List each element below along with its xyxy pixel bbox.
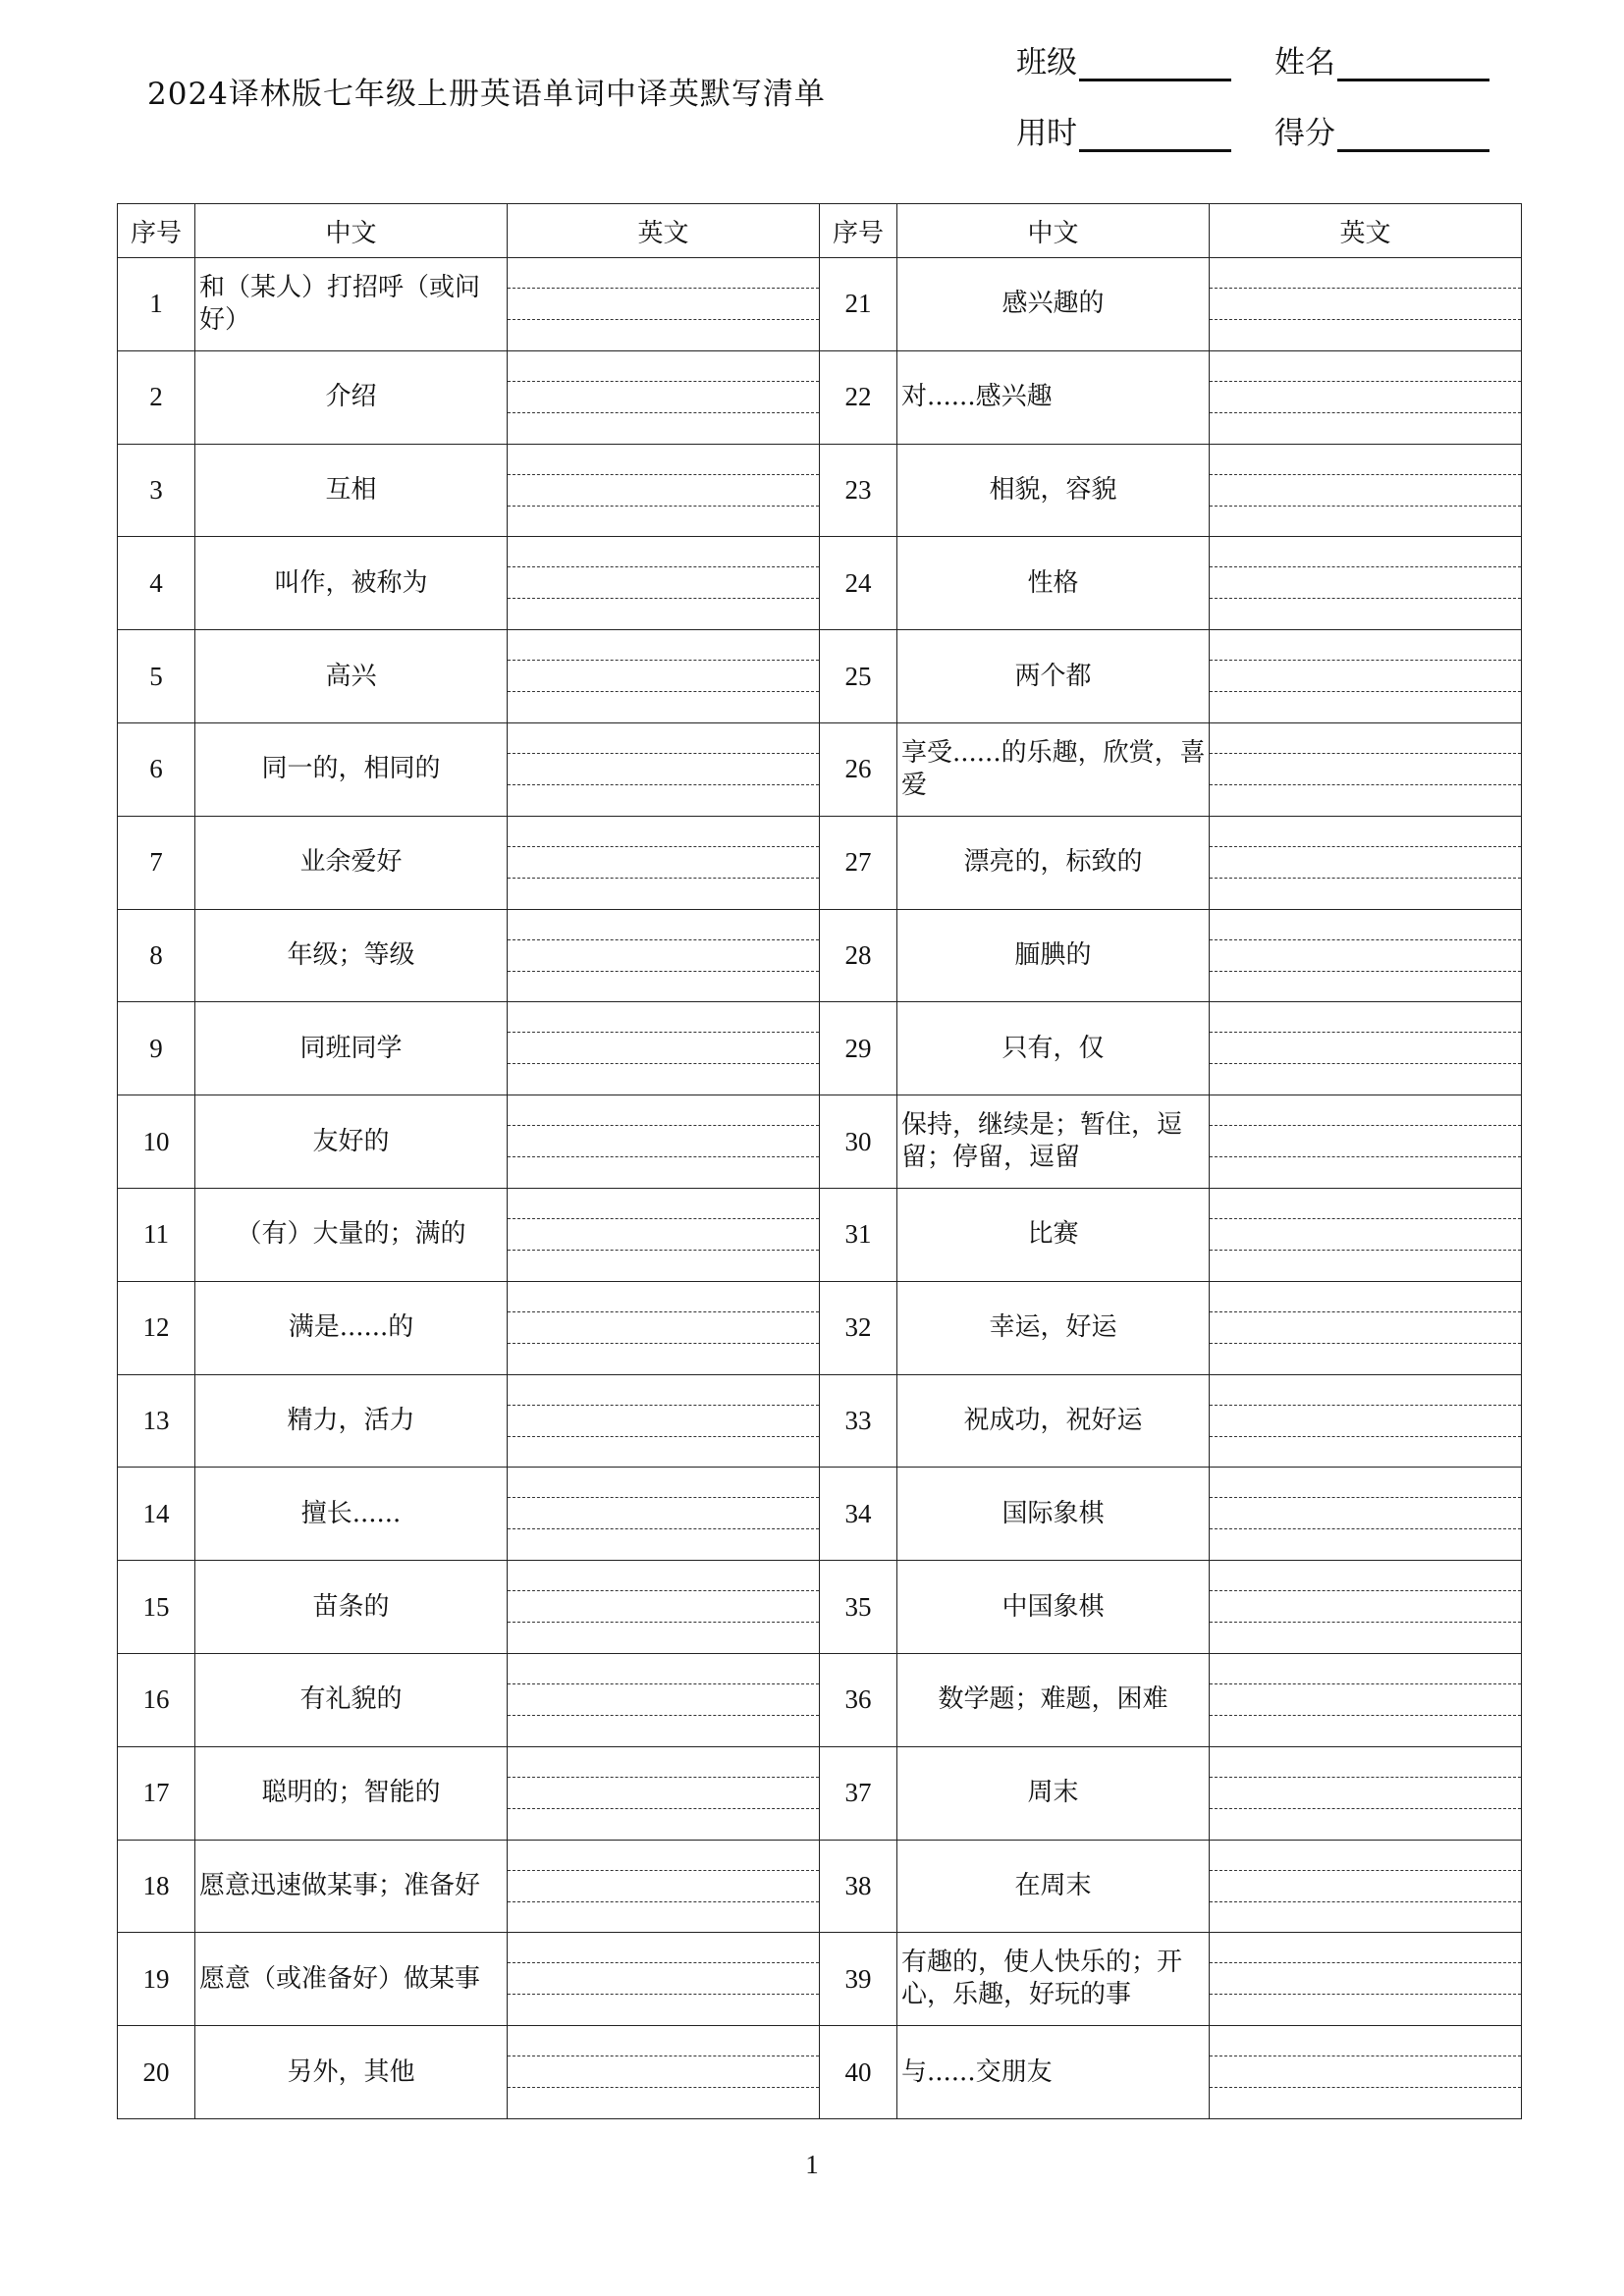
chinese-cell: 叫作，被称为 (195, 537, 508, 630)
english-answer-cell[interactable] (508, 537, 820, 630)
score-field[interactable] (1274, 108, 1489, 152)
answer-line[interactable] (1210, 691, 1521, 692)
english-answer-cell[interactable] (1210, 1933, 1522, 2026)
english-answer-cell[interactable] (508, 2026, 820, 2119)
answer-line[interactable] (508, 784, 819, 785)
answer-line[interactable] (508, 381, 819, 382)
answer-line[interactable] (1210, 1590, 1521, 1591)
answer-line[interactable] (1210, 506, 1521, 507)
row-number: 13 (118, 1374, 195, 1468)
answer-line[interactable] (508, 1994, 819, 1995)
answer-line[interactable] (508, 1622, 819, 1623)
answer-line[interactable] (1210, 753, 1521, 754)
answer-line[interactable] (1210, 1218, 1521, 1219)
answer-line[interactable] (508, 1497, 819, 1498)
english-answer-cell[interactable] (508, 630, 820, 723)
answer-line[interactable] (508, 939, 819, 940)
answer-line[interactable] (1210, 474, 1521, 475)
answer-line[interactable] (1210, 1901, 1521, 1902)
english-answer-cell[interactable] (508, 1653, 820, 1746)
english-answer-cell[interactable] (1210, 537, 1522, 630)
chinese-cell: 在周末 (897, 1840, 1210, 1933)
chinese-cell: 苗条的 (195, 1561, 508, 1654)
english-answer-cell[interactable] (508, 1281, 820, 1374)
row-number: 21 (820, 258, 897, 351)
chinese-cell: 同班同学 (195, 1002, 508, 1095)
chinese-cell: 业余爱好 (195, 816, 508, 909)
row-number: 27 (820, 816, 897, 909)
table-row (118, 444, 1522, 537)
english-answer-cell[interactable] (1210, 1281, 1522, 1374)
row-number: 18 (118, 1840, 195, 1933)
row-number: 9 (118, 1002, 195, 1095)
english-answer-cell[interactable] (1210, 1653, 1522, 1746)
english-answer-cell[interactable] (1210, 1840, 1522, 1933)
english-answer-cell[interactable] (508, 1840, 820, 1933)
row-number: 28 (820, 909, 897, 1002)
answer-line[interactable] (1210, 1343, 1521, 1344)
answer-line[interactable] (508, 1250, 819, 1251)
table-row (118, 630, 1522, 723)
answer-line[interactable] (508, 660, 819, 661)
answer-line[interactable] (1210, 1994, 1521, 1995)
row-number: 40 (820, 2026, 897, 2119)
answer-line[interactable] (1210, 878, 1521, 879)
chinese-cell: 互相 (195, 444, 508, 537)
table-row (118, 537, 1522, 630)
answer-line[interactable] (1210, 846, 1521, 847)
answer-line[interactable] (508, 753, 819, 754)
row-number: 25 (820, 630, 897, 723)
chinese-cell: 祝成功，祝好运 (897, 1374, 1210, 1468)
table-row (118, 1188, 1522, 1281)
chinese-cell: 感兴趣的 (897, 258, 1210, 351)
row-number: 1 (118, 258, 195, 351)
table-row (118, 1840, 1522, 1933)
chinese-cell: 擅长...... (195, 1468, 508, 1561)
row-number: 37 (820, 1746, 897, 1840)
header-chinese: 中文 (897, 204, 1210, 258)
header-english: 英文 (1210, 204, 1522, 258)
score-label: 得分 (1274, 116, 1335, 151)
english-answer-cell[interactable] (1210, 2026, 1522, 2119)
english-answer-cell[interactable] (1210, 630, 1522, 723)
english-answer-cell[interactable] (508, 1746, 820, 1840)
answer-line[interactable] (508, 1901, 819, 1902)
chinese-cell: 聪明的；智能的 (195, 1746, 508, 1840)
row-number: 23 (820, 444, 897, 537)
time-blank[interactable] (1079, 120, 1231, 152)
chinese-cell: 高兴 (195, 630, 508, 723)
english-answer-cell[interactable] (1210, 1746, 1522, 1840)
vocab-table (117, 203, 1522, 2119)
chinese-cell: 愿意（或准备好）做某事 (195, 1933, 508, 2026)
answer-line[interactable] (508, 971, 819, 972)
english-answer-cell[interactable] (508, 1188, 820, 1281)
chinese-cell: 国际象棋 (897, 1468, 1210, 1561)
name-field[interactable] (1274, 37, 1489, 81)
row-number: 36 (820, 1653, 897, 1746)
chinese-cell: 漂亮的，标致的 (897, 816, 1210, 909)
answer-line[interactable] (1210, 1405, 1521, 1406)
row-number: 20 (118, 2026, 195, 2119)
chinese-cell: 两个都 (897, 630, 1210, 723)
answer-line[interactable] (1210, 1808, 1521, 1809)
class-label: 班级 (1016, 45, 1077, 80)
chinese-cell: 保持，继续是；暂住，逗留；停留，逗留 (897, 1095, 1210, 1189)
chinese-cell: 和（某人）打招呼（或问好） (195, 258, 508, 351)
answer-line[interactable] (1210, 1870, 1521, 1871)
answer-line[interactable] (508, 1683, 819, 1684)
header-number: 序号 (820, 204, 897, 258)
answer-line[interactable] (508, 1777, 819, 1778)
chinese-cell: 中国象棋 (897, 1561, 1210, 1654)
english-answer-cell[interactable] (1210, 444, 1522, 537)
english-answer-cell[interactable] (508, 444, 820, 537)
answer-line[interactable] (508, 1063, 819, 1064)
row-number: 31 (820, 1188, 897, 1281)
chinese-cell: 比赛 (897, 1188, 1210, 1281)
answer-line[interactable] (508, 1405, 819, 1406)
chinese-cell: 精力，活力 (195, 1374, 508, 1468)
answer-line[interactable] (508, 1715, 819, 1716)
chinese-cell: 对......感兴趣 (897, 350, 1210, 444)
answer-line[interactable] (508, 1870, 819, 1871)
table-row (118, 1002, 1522, 1095)
table-row (118, 1933, 1522, 2026)
answer-line[interactable] (1210, 784, 1521, 785)
answer-line[interactable] (508, 506, 819, 507)
answer-line[interactable] (1210, 1622, 1521, 1623)
chinese-cell: 享受......的乐趣，欣赏，喜爱 (897, 722, 1210, 816)
answer-line[interactable] (1210, 1528, 1521, 1529)
row-number: 5 (118, 630, 195, 723)
english-answer-cell[interactable] (508, 1468, 820, 1561)
chinese-cell: 年级；等级 (195, 909, 508, 1002)
english-answer-cell[interactable] (508, 350, 820, 444)
english-answer-cell[interactable] (508, 1374, 820, 1468)
answer-line[interactable] (508, 1436, 819, 1437)
english-answer-cell[interactable] (1210, 722, 1522, 816)
chinese-cell: 数学题；难题，困难 (897, 1653, 1210, 1746)
english-answer-cell[interactable] (508, 909, 820, 1002)
english-answer-cell[interactable] (508, 1561, 820, 1654)
english-answer-cell[interactable] (508, 1095, 820, 1189)
chinese-cell: 周末 (897, 1746, 1210, 1840)
answer-line[interactable] (508, 1808, 819, 1809)
table-row (118, 1281, 1522, 1374)
answer-line[interactable] (508, 691, 819, 692)
chinese-cell: （有）大量的；满的 (195, 1188, 508, 1281)
row-number: 6 (118, 722, 195, 816)
answer-line[interactable] (1210, 660, 1521, 661)
answer-line[interactable] (1210, 566, 1521, 567)
name-label: 姓名 (1274, 45, 1335, 80)
table-row (118, 816, 1522, 909)
answer-line[interactable] (508, 1962, 819, 1963)
english-answer-cell[interactable] (1210, 816, 1522, 909)
english-answer-cell[interactable] (1210, 1468, 1522, 1561)
english-answer-cell[interactable] (508, 722, 820, 816)
chinese-cell: 有趣的，使人快乐的；开心，乐趣，好玩的事 (897, 1933, 1210, 2026)
answer-line[interactable] (1210, 1032, 1521, 1033)
chinese-cell: 相貌，容貌 (897, 444, 1210, 537)
table-header-row (118, 204, 1522, 258)
english-answer-cell[interactable] (1210, 1095, 1522, 1189)
answer-line[interactable] (508, 1218, 819, 1219)
chinese-cell: 愿意迅速做某事；准备好 (195, 1840, 508, 1933)
answer-line[interactable] (1210, 1311, 1521, 1312)
table-row (118, 1653, 1522, 1746)
answer-line[interactable] (508, 1590, 819, 1591)
row-number: 39 (820, 1933, 897, 2026)
row-number: 29 (820, 1002, 897, 1095)
row-number: 11 (118, 1188, 195, 1281)
row-number: 10 (118, 1095, 195, 1189)
answer-line[interactable] (508, 878, 819, 879)
chinese-cell: 友好的 (195, 1095, 508, 1189)
row-number: 35 (820, 1561, 897, 1654)
english-answer-cell[interactable] (1210, 1561, 1522, 1654)
chinese-cell: 介绍 (195, 350, 508, 444)
answer-line[interactable] (1210, 1497, 1521, 1498)
table-row (118, 2026, 1522, 2119)
class-blank[interactable] (1079, 49, 1231, 81)
chinese-cell: 与......交朋友 (897, 2026, 1210, 2119)
english-answer-cell[interactable] (508, 1002, 820, 1095)
english-answer-cell[interactable] (1210, 350, 1522, 444)
answer-line[interactable] (508, 1032, 819, 1033)
name-blank[interactable] (1337, 49, 1489, 81)
answer-line[interactable] (508, 1343, 819, 1344)
english-answer-cell[interactable] (1210, 1374, 1522, 1468)
header-english: 英文 (508, 204, 820, 258)
answer-line[interactable] (1210, 1063, 1521, 1064)
row-number: 2 (118, 350, 195, 444)
answer-line[interactable] (508, 1156, 819, 1157)
score-blank[interactable] (1337, 120, 1489, 152)
answer-line[interactable] (508, 474, 819, 475)
english-answer-cell[interactable] (508, 816, 820, 909)
answer-line[interactable] (1210, 1777, 1521, 1778)
row-number: 3 (118, 444, 195, 537)
chinese-cell: 腼腆的 (897, 909, 1210, 1002)
english-answer-cell[interactable] (1210, 1188, 1522, 1281)
answer-line[interactable] (1210, 1962, 1521, 1963)
answer-line[interactable] (508, 1311, 819, 1312)
answer-line[interactable] (1210, 288, 1521, 289)
answer-line[interactable] (1210, 1715, 1521, 1716)
row-number: 22 (820, 350, 897, 444)
answer-line[interactable] (1210, 1125, 1521, 1126)
answer-line[interactable] (1210, 412, 1521, 413)
row-number: 34 (820, 1468, 897, 1561)
row-number: 8 (118, 909, 195, 1002)
answer-line[interactable] (1210, 1683, 1521, 1684)
table-row (118, 722, 1522, 816)
english-answer-cell[interactable] (1210, 909, 1522, 1002)
chinese-cell: 同一的，相同的 (195, 722, 508, 816)
english-answer-cell[interactable] (1210, 258, 1522, 351)
time-field[interactable] (1016, 108, 1231, 152)
english-answer-cell[interactable] (508, 1933, 820, 2026)
answer-line[interactable] (508, 288, 819, 289)
header-chinese: 中文 (195, 204, 508, 258)
chinese-cell: 性格 (897, 537, 1210, 630)
answer-line[interactable] (1210, 1250, 1521, 1251)
header-number: 序号 (118, 204, 195, 258)
answer-line[interactable] (508, 412, 819, 413)
row-number: 30 (820, 1095, 897, 1189)
answer-line[interactable] (1210, 381, 1521, 382)
table-row (118, 1374, 1522, 1468)
row-number: 7 (118, 816, 195, 909)
answer-line[interactable] (1210, 2087, 1521, 2088)
row-number: 4 (118, 537, 195, 630)
chinese-cell: 另外，其他 (195, 2026, 508, 2119)
english-answer-cell[interactable] (1210, 1002, 1522, 1095)
answer-line[interactable] (508, 2087, 819, 2088)
answer-line[interactable] (1210, 1156, 1521, 1157)
row-number: 19 (118, 1933, 195, 2026)
answer-line[interactable] (508, 566, 819, 567)
row-number: 14 (118, 1468, 195, 1561)
answer-line[interactable] (1210, 319, 1521, 320)
table-row (118, 1095, 1522, 1189)
class-field[interactable] (1016, 37, 1231, 81)
chinese-cell: 满是......的 (195, 1281, 508, 1374)
table-row (118, 909, 1522, 1002)
row-number: 26 (820, 722, 897, 816)
answer-line[interactable] (508, 1528, 819, 1529)
table-row (118, 1468, 1522, 1561)
answer-line[interactable] (1210, 1436, 1521, 1437)
answer-line[interactable] (508, 598, 819, 599)
table-row (118, 350, 1522, 444)
chinese-cell: 有礼貌的 (195, 1653, 508, 1746)
chinese-cell: 只有，仅 (897, 1002, 1210, 1095)
table-row (118, 258, 1522, 351)
page-title: 2024译林版七年级上册英语单词中译英默写清单 (147, 77, 826, 112)
time-label: 用时 (1016, 116, 1077, 151)
answer-line[interactable] (1210, 971, 1521, 972)
row-number: 32 (820, 1281, 897, 1374)
chinese-cell: 幸运，好运 (897, 1281, 1210, 1374)
row-number: 12 (118, 1281, 195, 1374)
page-number: 1 (805, 2150, 819, 2179)
row-number: 24 (820, 537, 897, 630)
row-number: 33 (820, 1374, 897, 1468)
answer-line[interactable] (508, 1125, 819, 1126)
row-number: 16 (118, 1653, 195, 1746)
answer-line[interactable] (508, 319, 819, 320)
table-row (118, 1561, 1522, 1654)
answer-line[interactable] (508, 846, 819, 847)
row-number: 17 (118, 1746, 195, 1840)
english-answer-cell[interactable] (508, 258, 820, 351)
row-number: 38 (820, 1840, 897, 1933)
answer-line[interactable] (1210, 598, 1521, 599)
table-row (118, 1746, 1522, 1840)
answer-line[interactable] (1210, 939, 1521, 940)
row-number: 15 (118, 1561, 195, 1654)
